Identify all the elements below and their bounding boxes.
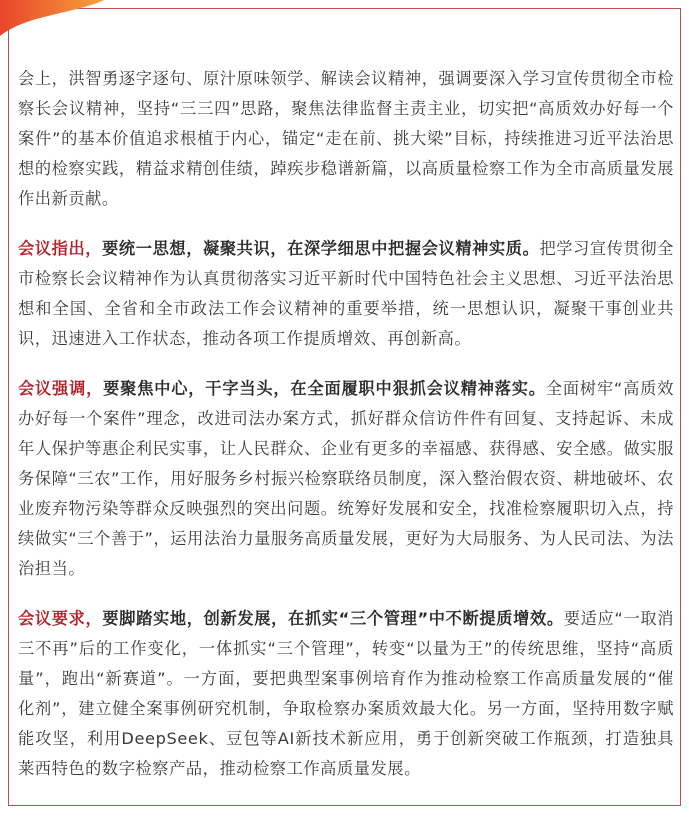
paragraph-intro [18, 64, 674, 214]
paragraph-meeting-required [18, 604, 674, 784]
paragraph-meeting-emphasized [18, 374, 674, 584]
paragraph-text: 全面树牢“高质效办好每一个案件”理念，改进司法办案方式，抓好群众信访件件有回复、支持起诉、未成年人保护等惠企利民实事，让人民群众、企业有更多的幸福感、获得感、安全感。做实服务保障“三农”工作，用好服务乡村振兴检察联络员制度，深入整治假农资、耕地破坏、农业废弃物污染等群众反映强烈的突出问题。统筹好发展和安全，找准检察履职切入点，持续做实“三个善于”，运用法治力量服务高质量发展，更好为大局服务、为人民司法、为法治担当。 [18, 379, 674, 578]
corner-decoration [0, 0, 110, 40]
paragraph-lead-label: 会议要求， [18, 609, 103, 628]
paragraph-lead-label: 会议强调， [18, 379, 104, 398]
paragraph-key-point: 要脚踏实地，创新发展，在抓实“三个管理”中不断提质增效。 [102, 609, 564, 628]
paragraph-lead-label: 会议指出， [18, 239, 103, 258]
paragraph-text: 要适应“一取消三不再”后的工作变化，一体抓实“三个管理”，转变“以量为王”的传统思维，坚持“高质量”，跑出“新赛道”。一方面，要把典型案事例培育作为推动检察工作高质量发展的“催化剂”，建立健全案事例研究机制，争取检察办案质效最大化。另一方面，坚持用数字赋能攻坚，利用DeepSeek、豆包等AI新技术新应用，勇于创新突破工作瓶颈，打造独具莱西特色的数字检察产品，推动检察工作高质量发展。 [18, 609, 674, 778]
article-body [18, 64, 674, 804]
paragraph-text: 把学习宣传贯彻全市检察长会议精神作为认真贯彻落实习近平新时代中国特色社会主义思想、习近平法治思想和全国、全省和全市政法工作会议精神的重要举措，统一思想认识，凝聚干事创业共识，迅速进入工作状态，推动各项工作提质增效、再创新高。 [18, 239, 674, 348]
paragraph-key-point: 要统一思想，凝聚共识，在深学细思中把握会议精神实质。 [102, 239, 540, 258]
paragraph-meeting-pointed-out [18, 234, 674, 354]
paragraph-key-point: 要聚焦中心，干字当头，在全面履职中狠抓会议精神落实。 [103, 379, 546, 398]
paragraph-text: 会上，洪智勇逐字逐句、原汁原味领学、解读会议精神，强调要深入学习宣传贯彻全市检察长会议精神，坚持“三三四”思路，聚焦法律监督主责主业，切实把“高质效办好每一个案件”的基本价值追求根植于内心，锚定“走在前、挑大梁”目标，持续推进习近平法治思想的检察实践，精益求精创佳绩，踔疾步稳谱新篇，以高质量检察工作为全市高质量发展作出新贡献。 [18, 69, 674, 208]
